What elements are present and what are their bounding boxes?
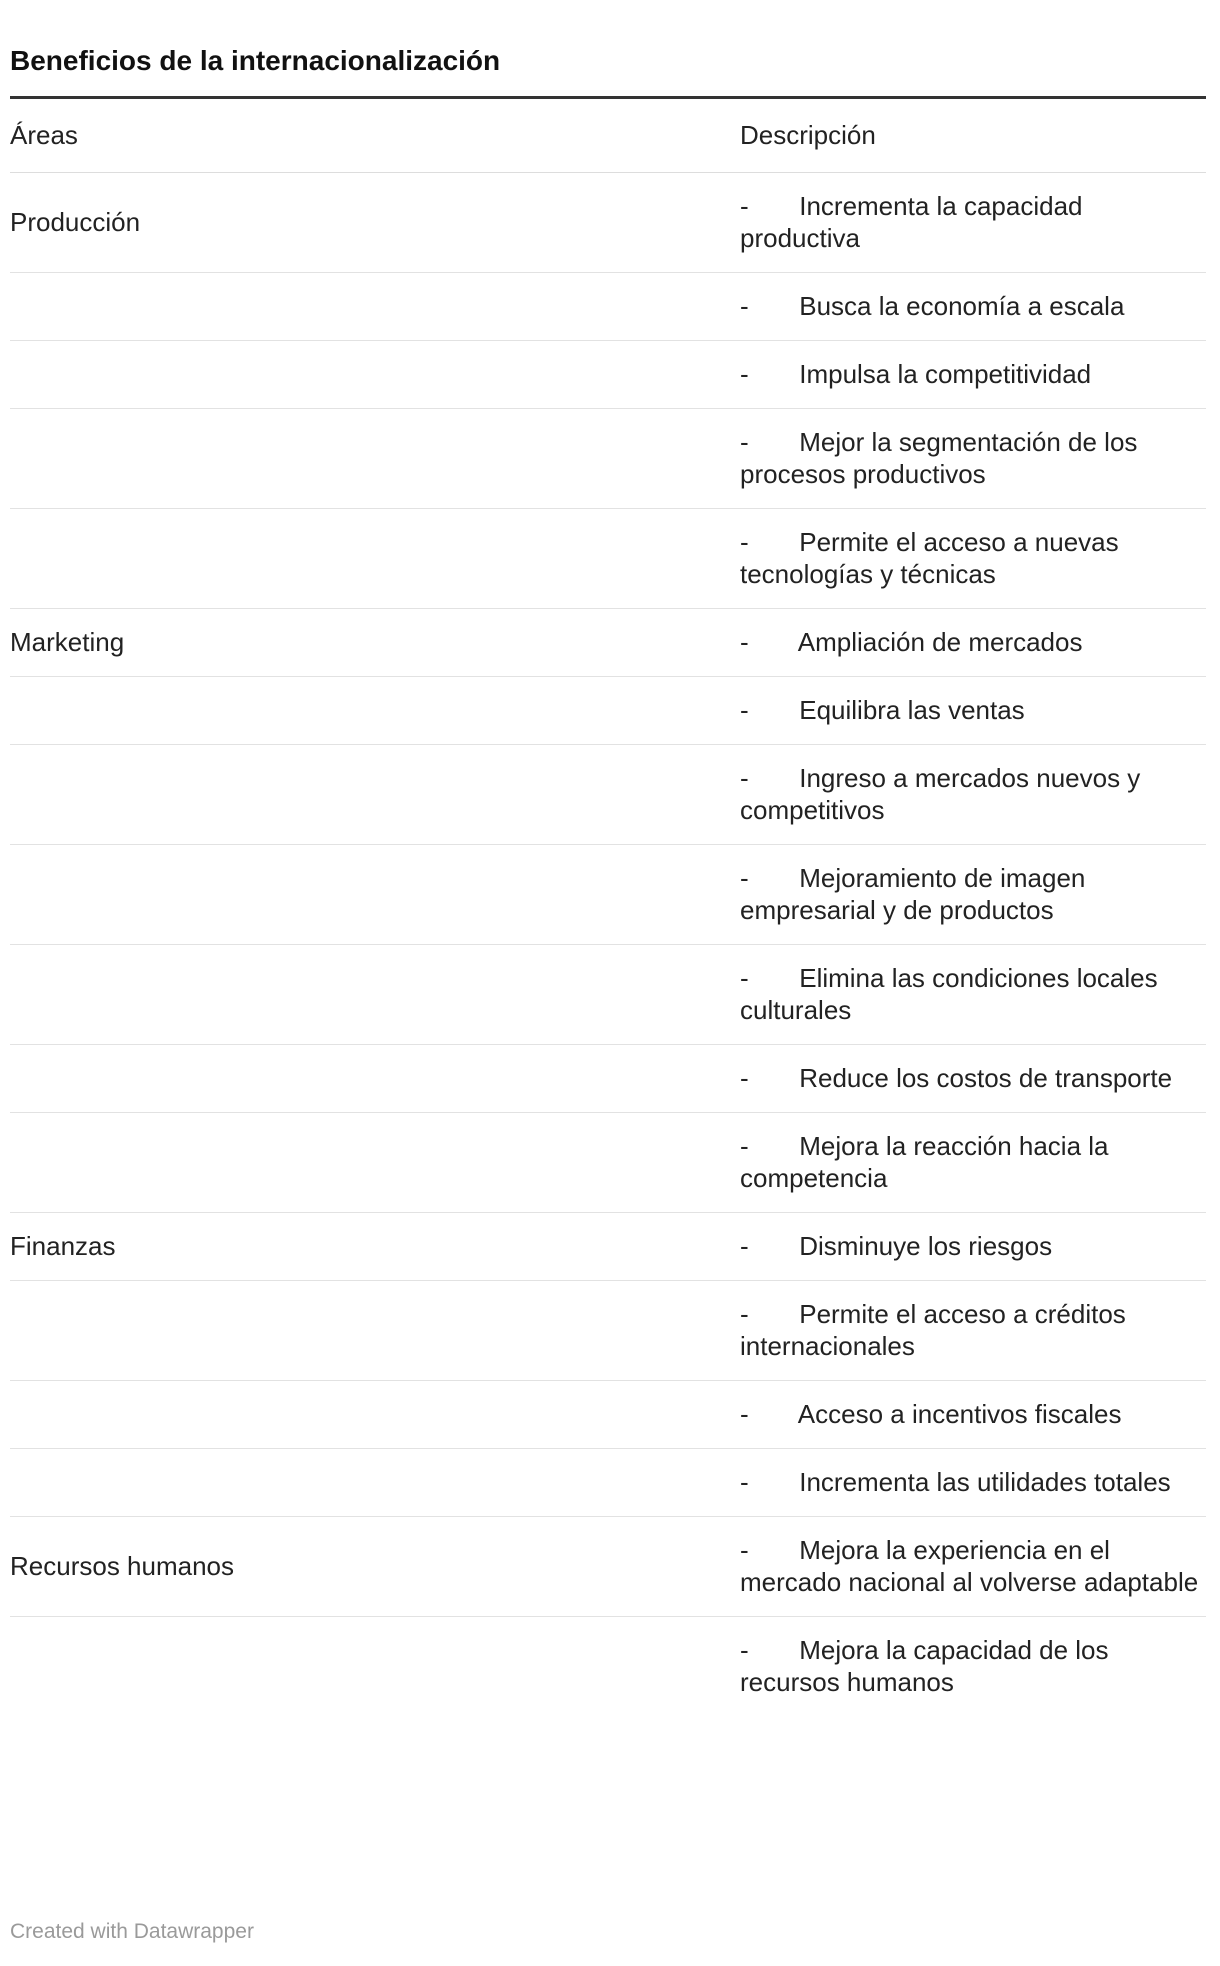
cell-description: - Permite el acceso a nuevas tecnologías y técnicas: [740, 509, 1206, 609]
cell-description: - Mejoramiento de imagen empresarial y de productos: [740, 845, 1206, 945]
cell-description: - Mejora la capacidad de los recursos humanos: [740, 1635, 1116, 1697]
column-header-descripcion: Descripción: [740, 99, 1206, 173]
table-row: [10, 1617, 1206, 1717]
table-row: [10, 1517, 1206, 1617]
cell-area: [10, 845, 740, 945]
cell-description: - Elimina las condiciones locales culturales: [740, 945, 1206, 1045]
cell-area: [10, 1381, 740, 1449]
cell-description: - Impulsa la competitividad: [740, 341, 1206, 409]
cell-description: - Permite el acceso a créditos internacionales: [740, 1281, 1206, 1381]
table-row: [10, 609, 1206, 677]
cell-area: [10, 677, 740, 745]
table-row: [10, 1213, 1206, 1281]
cell-description: - Mejora la reacción hacia la competencia: [740, 1113, 1206, 1213]
cell-area: [10, 341, 740, 409]
cell-description: - Reduce los costos de transporte: [740, 1045, 1206, 1113]
table-row: [10, 1113, 1206, 1213]
table-row: [10, 745, 1206, 845]
cell-description: - Disminuye los riesgos: [740, 1213, 1206, 1281]
cell-area: [10, 1281, 740, 1381]
table-row: [10, 1381, 1206, 1449]
table-row: [10, 509, 1206, 609]
benefits-table: [10, 99, 1206, 1716]
cell-description: - Mejor la segmentación de los procesos productivos: [740, 409, 1206, 509]
cell-area: Recursos humanos: [10, 1517, 740, 1617]
cell-area: [10, 1113, 740, 1213]
table-row: [10, 945, 1206, 1045]
cell-description: - Equilibra las ventas: [740, 677, 1206, 745]
cell-area: Marketing: [10, 609, 740, 677]
table-row: [10, 341, 1206, 409]
cell-description: - Incrementa la capacidad productiva: [740, 173, 1206, 273]
cell-area: Finanzas: [10, 1213, 740, 1281]
cell-area: [10, 1617, 740, 1717]
table-row: [10, 845, 1206, 945]
cell-area: [10, 1045, 740, 1113]
cell-description: - Acceso a incentivos fiscales: [740, 1381, 1206, 1449]
table-row: [10, 273, 1206, 341]
cell-area: Producción: [10, 173, 740, 273]
attribution-footer: Created with Datawrapper: [10, 1920, 254, 1943]
cell-area: [10, 409, 740, 509]
table-row: [10, 677, 1206, 745]
table-row: [10, 409, 1206, 509]
cell-area: [10, 273, 740, 341]
cell-description: - Ampliación de mercados: [740, 609, 1206, 677]
table-row: [10, 1281, 1206, 1381]
cell-description: - Incrementa las utilidades totales: [740, 1449, 1206, 1517]
cell-area: [10, 945, 740, 1045]
cell-description: - Busca la economía a escala: [740, 273, 1206, 341]
cell-area: [10, 745, 740, 845]
table-title: Beneficios de la internacionalización: [10, 45, 501, 76]
table-header-row: [10, 99, 1206, 173]
table-row: [10, 1045, 1206, 1113]
table-row: [10, 173, 1206, 273]
cell-description: - Ingreso a mercados nuevos y competitivos: [740, 745, 1206, 845]
cell-area: [10, 509, 740, 609]
table-body: [10, 173, 1206, 1717]
cell-area: [10, 1449, 740, 1517]
table-row: [10, 1449, 1206, 1517]
column-header-areas: Áreas: [10, 99, 740, 173]
cell-description: - Mejora la experiencia en el mercado nacional al volverse adaptable: [740, 1517, 1206, 1617]
